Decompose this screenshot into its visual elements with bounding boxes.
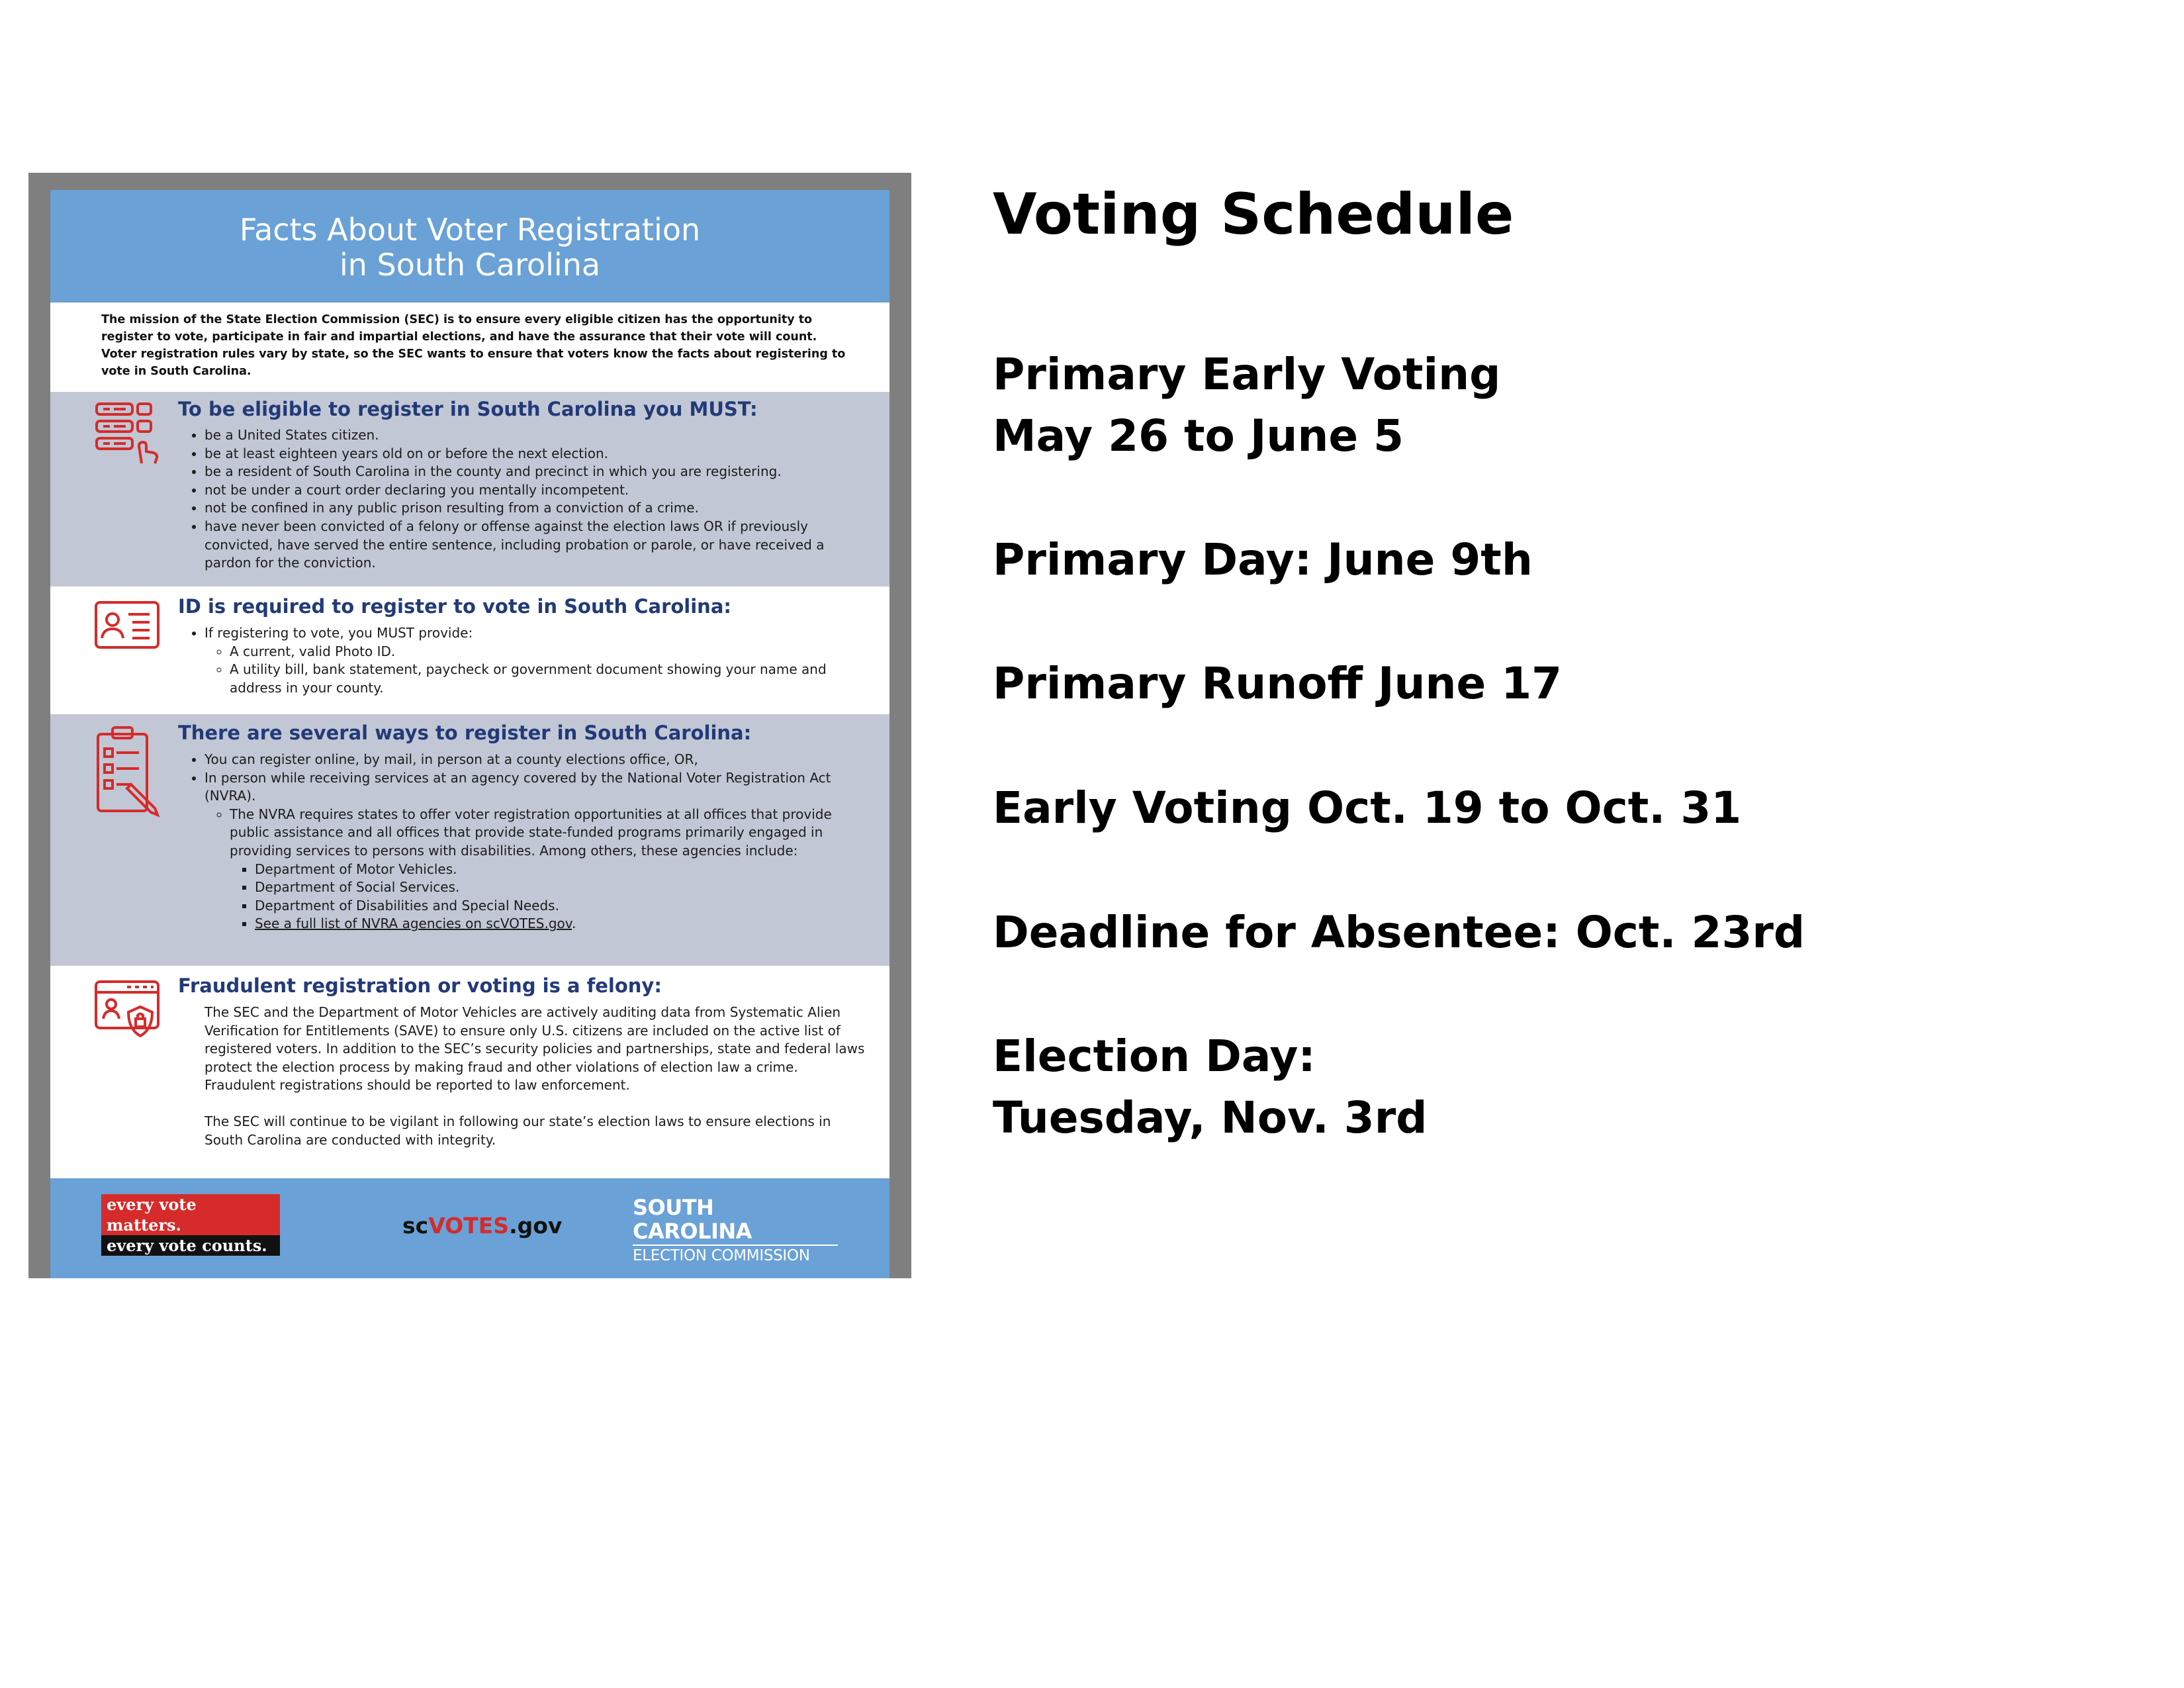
id-lead: If registering to vote, you MUST provide: bbox=[205, 625, 473, 641]
ways-item-text: In person while receiving services at an agency covered by the National Voter Registration Act (NVRA). bbox=[205, 769, 831, 804]
security-badge-icon bbox=[94, 978, 160, 1044]
agency-item: ▪ Department of Disabilities and Special Needs. bbox=[255, 897, 866, 915]
flyer-header bbox=[50, 190, 889, 303]
nvra-item bbox=[230, 806, 866, 933]
primary-runoff-text: Primary Runoff June 17 bbox=[993, 658, 1563, 709]
id-lead-item bbox=[205, 624, 866, 697]
eligibility-heading: To be eligible to register in South Carolina you MUST: bbox=[178, 398, 758, 420]
eligibility-item: • not be confined in any public prison resulting from a conviction of a crime. bbox=[205, 499, 866, 518]
every-vote-badge bbox=[101, 1194, 280, 1256]
fraud-section bbox=[50, 966, 889, 1178]
primary-early-voting bbox=[993, 344, 1500, 467]
primary-runoff bbox=[993, 653, 1562, 714]
flyer-title-line1: Facts About Voter Registration bbox=[239, 212, 701, 248]
checklist-hand-icon bbox=[94, 400, 160, 466]
early-voting bbox=[993, 777, 1741, 839]
scvotes-logo-gov: .gov bbox=[509, 1213, 563, 1239]
eligibility-item: • be a resident of South Carolina in the county and precinct in which you are registering. bbox=[205, 463, 866, 481]
election-commission-logo-line1: SOUTH CAROLINA bbox=[633, 1196, 838, 1246]
id-list bbox=[178, 624, 866, 697]
election-day-label: Election Day: bbox=[993, 1031, 1316, 1082]
clipboard-pen-icon bbox=[94, 725, 160, 818]
ways-item bbox=[205, 769, 866, 933]
fraud-paragraph-2: The SEC will continue to be vigilant in following our state’s election laws to ensure elections in South Carolina are conducted with integrity. bbox=[205, 1113, 831, 1148]
id-item: ◦ A current, valid Photo ID. bbox=[230, 643, 866, 661]
flyer-intro-text: The mission of the State Election Commission (SEC) is to ensure every eligible citizen has the opportunity to register to vote, participate in fair and impartial elections, and have the assurance that their vote will count. Voter registration rules vary by state, so the SEC wants to ensure that voters know the facts about registering to vote in South Carolina. bbox=[101, 313, 846, 378]
id-item: ◦ A utility bill, bank statement, paycheck or government document showing your name and address in your county. bbox=[230, 661, 866, 697]
fraud-heading: Fraudulent registration or voting is a felony: bbox=[178, 974, 662, 997]
badge-line-matters: every vote matters. bbox=[101, 1194, 280, 1235]
eligibility-item: • be a United States citizen. bbox=[205, 426, 866, 445]
ways-item: • You can register online, by mail, in person at a county elections office, OR, bbox=[205, 751, 866, 769]
fraud-paragraph-1: The SEC and the Department of Motor Vehicles are actively auditing data from Systematic Alien Verification for Entitlements (SAVE) to ensure only U.S. citizens are included on the active list of registered voters. In addition to the SEC’s security policies and partnerships, state and federal laws protect the election process by making fraud and other violations of election law a crime. Fraudulent registrations should be reported to law enforcement. bbox=[205, 1004, 865, 1094]
election-commission-logo-line2: ELECTION COMMISSION bbox=[633, 1247, 810, 1264]
flyer-footer bbox=[50, 1178, 889, 1278]
nvra-agencies-link[interactable]: See a full list of NVRA agencies on scVOTES.gov bbox=[255, 915, 572, 932]
election-day bbox=[993, 1025, 1428, 1149]
id-section bbox=[50, 586, 889, 714]
eligibility-section bbox=[50, 392, 889, 586]
eligibility-item: • have never been convicted of a felony or offense against the election laws OR if previously convicted, have served the entire sentence, including probation or parole, or have received a pardon for the conviction. bbox=[205, 518, 866, 573]
nvra-text: The NVRA requires states to offer voter registration opportunities at all offices that provide public assistance and all offices that provide state-funded programs primarily engaged in providing services to persons with disabilities. Among others, these agencies include: bbox=[230, 806, 832, 859]
flyer-intro bbox=[50, 303, 889, 392]
ways-section bbox=[50, 714, 889, 966]
badge-line-counts: every vote counts. bbox=[101, 1235, 280, 1256]
agency-link-item: ▪ See a full list of NVRA agencies on scVOTES.gov. bbox=[255, 915, 866, 933]
absentee-deadline-text: Deadline for Absentee: Oct. 23rd bbox=[993, 907, 1805, 958]
primary-early-voting-dates: May 26 to June 5 bbox=[993, 410, 1404, 461]
flyer-title-line2: in South Carolina bbox=[339, 247, 601, 283]
primary-early-voting-label: Primary Early Voting bbox=[993, 349, 1501, 400]
absentee-deadline bbox=[993, 902, 1805, 963]
flyer-image-frame bbox=[28, 173, 911, 1278]
primary-day bbox=[993, 529, 1533, 590]
primary-day-text: Primary Day: June 9th bbox=[993, 534, 1533, 585]
voter-registration-flyer bbox=[50, 190, 889, 1278]
ways-list bbox=[178, 751, 866, 933]
agency-item: ▪ Department of Social Services. bbox=[255, 878, 866, 897]
early-voting-text: Early Voting Oct. 19 to Oct. 31 bbox=[993, 782, 1742, 833]
eligibility-item: • be at least eighteen years old on or before the next election. bbox=[205, 445, 866, 463]
scvotes-logo-sc: sc bbox=[402, 1213, 429, 1239]
eligibility-item: • not be under a court order declaring you mentally incompetent. bbox=[205, 481, 866, 500]
agency-item: ▪ Department of Motor Vehicles. bbox=[255, 861, 866, 879]
id-card-icon bbox=[94, 594, 160, 661]
election-commission-logo bbox=[633, 1196, 838, 1266]
scvotes-logo-votes: VOTES bbox=[428, 1213, 510, 1239]
scvotes-logo bbox=[402, 1213, 562, 1239]
ways-heading: There are several ways to register in South Carolina: bbox=[178, 722, 752, 744]
id-heading: ID is required to register to vote in South Carolina: bbox=[178, 595, 731, 618]
flyer-title bbox=[50, 212, 889, 283]
schedule-title: Voting Schedule bbox=[993, 181, 1514, 248]
fraud-body bbox=[205, 1004, 866, 1149]
election-day-date: Tuesday, Nov. 3rd bbox=[993, 1092, 1428, 1143]
eligibility-list bbox=[178, 426, 866, 573]
